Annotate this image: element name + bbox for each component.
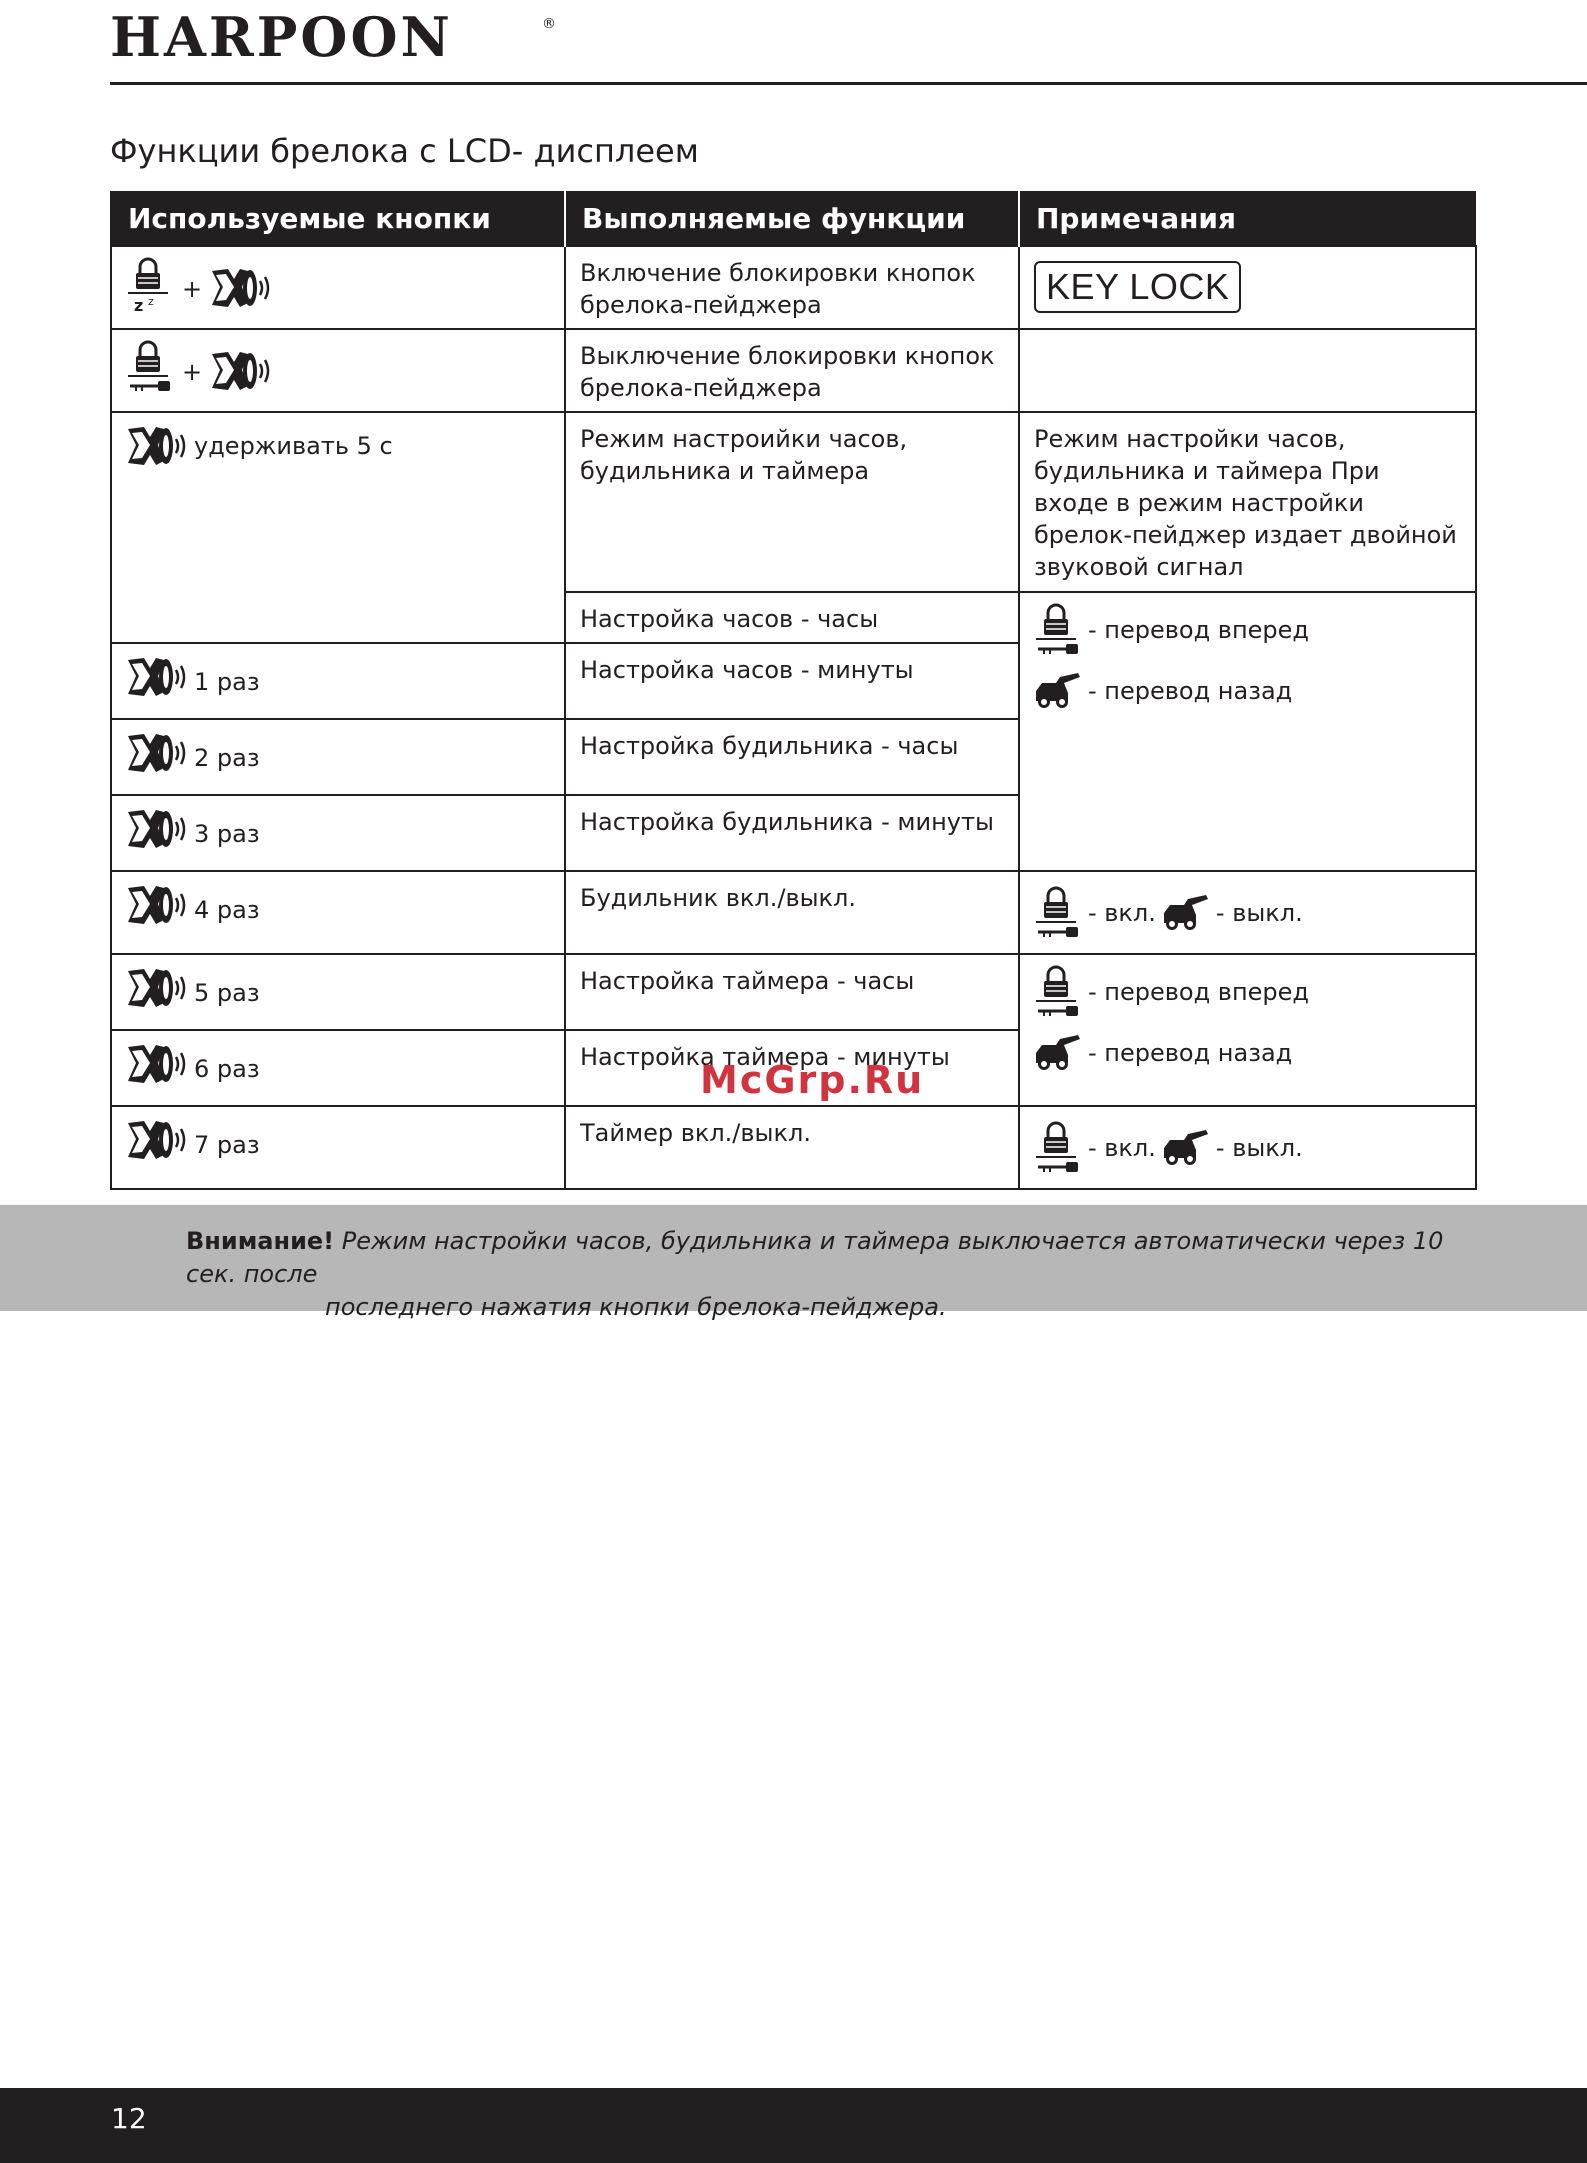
siren-icon — [126, 1041, 188, 1087]
siren-icon — [126, 730, 188, 776]
trunk-icon — [1162, 893, 1210, 933]
siren-icon — [210, 265, 272, 311]
siren-icon — [126, 654, 188, 700]
table-row — [111, 1106, 1476, 1189]
hold-label: удерживать 5 с — [194, 432, 393, 460]
note-cell — [1019, 592, 1476, 871]
trunk-icon — [1162, 1128, 1210, 1168]
note-cell: Режим настройки часов, будильника и таймера При входе в режим настройки брелок-пейджер издает двойной звуковой сигнал — [1019, 412, 1476, 592]
buttons-cell — [111, 329, 565, 412]
note-back: - перевод назад — [1088, 677, 1293, 705]
siren-icon — [210, 348, 272, 394]
note-off: - выкл. — [1215, 1134, 1303, 1162]
note-on: - вкл. — [1088, 899, 1156, 927]
plus-sign: + — [182, 275, 203, 303]
table-row — [111, 954, 1476, 1030]
siren-icon — [126, 882, 188, 928]
function-cell: Включение блокировки кнопок брелока-пейджера — [565, 246, 1019, 329]
header-notes: Примечания — [1019, 191, 1476, 246]
unlock-key-icon — [1034, 965, 1082, 1019]
function-cell: Режим настроийки часов, будильника и таймера — [565, 412, 1019, 592]
siren-icon — [126, 806, 188, 852]
function-cell: Настройка будильника - минуты — [565, 795, 1019, 871]
trunk-icon — [1034, 671, 1082, 711]
table-row — [111, 871, 1476, 954]
table-row — [111, 246, 1476, 329]
press-count: 6 раз — [194, 1055, 260, 1083]
note-back: - перевод назад — [1088, 1039, 1293, 1067]
note-cell — [1019, 871, 1476, 954]
section-title: Функции брелока с LCD- дисплеем — [110, 132, 699, 170]
press-count: 5 раз — [194, 979, 260, 1007]
watermark: McGrp.Ru — [700, 1058, 925, 1102]
functions-table — [110, 191, 1477, 1190]
warning-text-line1: Режим настройки часов, будильника и таймера выключается автоматически через 10 сек. после — [186, 1227, 1444, 1288]
note-cell — [1019, 954, 1476, 1106]
page-header — [110, 0, 1587, 85]
note-forward: - перевод вперед — [1088, 978, 1309, 1006]
function-cell: Настройка часов - минуты — [565, 643, 1019, 719]
note-on: - вкл. — [1088, 1134, 1156, 1162]
siren-icon — [126, 965, 188, 1011]
function-cell: Будильник вкл./выкл. — [565, 871, 1019, 954]
table-header-row — [111, 191, 1476, 246]
buttons-cell — [111, 1106, 565, 1189]
siren-icon — [126, 1117, 188, 1163]
note-cell — [1019, 329, 1476, 412]
unlock-key-icon — [1034, 603, 1082, 657]
note-off: - выкл. — [1215, 899, 1303, 927]
buttons-cell — [111, 954, 565, 1030]
function-cell: Настройка таймера - часы — [565, 954, 1019, 1030]
key-lock-badge: KEY LOCK — [1034, 261, 1241, 313]
warning-text-line2: последнего нажатия кнопки брелока-пейджера. — [325, 1293, 947, 1321]
buttons-cell — [111, 412, 565, 643]
press-count: 3 раз — [194, 820, 260, 848]
press-count: 4 раз — [194, 896, 260, 924]
buttons-cell — [111, 795, 565, 871]
function-cell: Настройка часов - часы — [565, 592, 1019, 643]
warning-box — [0, 1205, 1587, 1321]
buttons-cell — [111, 246, 565, 329]
lock-zz-icon — [126, 257, 174, 311]
warning-label: Внимание! — [186, 1227, 335, 1255]
press-count: 1 раз — [194, 668, 260, 696]
table-row — [111, 329, 1476, 412]
unlock-key-icon — [126, 340, 174, 394]
plus-sign: + — [182, 358, 203, 386]
press-count: 7 раз — [194, 1131, 260, 1159]
header-functions: Выполняемые функции — [565, 191, 1019, 246]
harpoon-logo — [110, 6, 560, 64]
svg-text:z: z — [148, 295, 154, 308]
function-cell: Настройка таймера - минуты — [565, 1030, 1019, 1106]
function-cell: Настройка будильника - часы — [565, 719, 1019, 795]
header-buttons: Используемые кнопки — [111, 191, 565, 246]
note-forward: - перевод вперед — [1088, 616, 1309, 644]
function-cell: Выключение блокировки кнопок брелока-пейджера — [565, 329, 1019, 412]
buttons-cell — [111, 643, 565, 719]
page-number: 12 — [111, 2102, 147, 2135]
function-cell: Таймер вкл./выкл. — [565, 1106, 1019, 1189]
note-cell — [1019, 1106, 1476, 1189]
unlock-key-icon — [1034, 886, 1082, 940]
buttons-cell — [111, 1030, 565, 1106]
svg-text:z: z — [134, 296, 144, 311]
press-count: 2 раз — [194, 744, 260, 772]
siren-icon — [126, 423, 188, 469]
buttons-cell — [111, 719, 565, 795]
page-footer — [0, 2088, 1587, 2163]
note-cell — [1019, 246, 1476, 329]
unlock-key-icon — [1034, 1121, 1082, 1175]
trunk-icon — [1034, 1033, 1082, 1073]
table-row — [111, 412, 1476, 592]
logo-text: HARPOON — [110, 6, 453, 64]
buttons-cell — [111, 871, 565, 954]
registered-mark: ® — [542, 16, 556, 32]
